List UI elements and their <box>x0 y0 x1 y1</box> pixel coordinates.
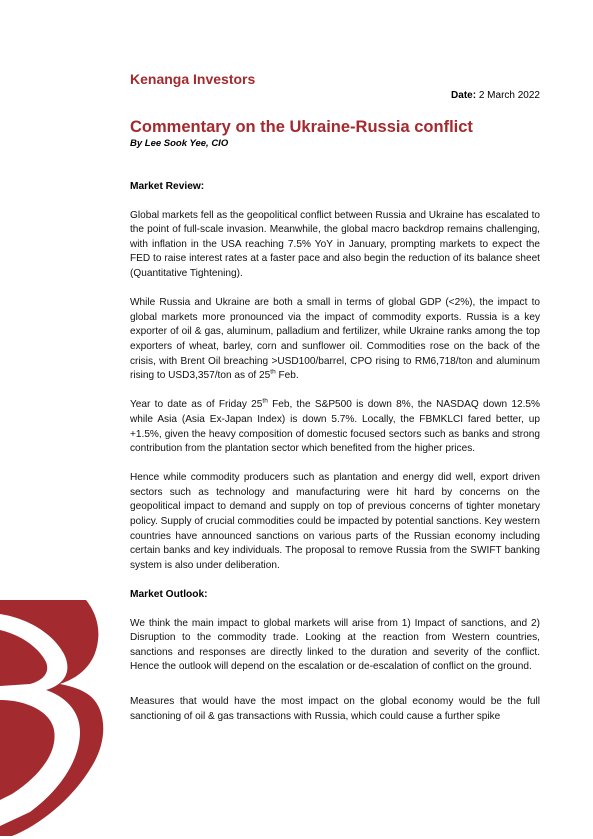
market-review-heading: Market Review: <box>130 181 205 192</box>
kenanga-logo-swoosh-icon <box>0 600 110 839</box>
date-label: Date: <box>451 90 477 101</box>
document-body <box>130 180 540 739</box>
market-review-paragraph-4: Hence while commodity producers such as plantation and energy did well, export driven sectors such as technology and manufacturing were hit hard by concerns on the geopolitical impact to demand and supply on top of previous concerns of tighter monetary policy. Supply of crucial commodities could be impacted by potential sanctions. Key western countries have announced sanctions on various parts of the Russian economy including certain banks and key individuals. The proposal to remove Russia from the SWIFT banking system is also under deliberation. <box>130 472 540 571</box>
market-outlook-heading: Market Outlook: <box>130 589 208 601</box>
brand-name: Kenanga Investors <box>130 71 256 87</box>
market-outlook-paragraph-1: We think the main impact to global markets will arise from 1) Impact of sanctions, and 2) Disruption to the commodity trade. Looking at the reaction from Western countries, sanctions and responses are directly linked to the duration and severity of the conflict. Hence the outlook will depend on the escalation or de-escalation of conflict on the ground. <box>130 617 540 673</box>
author-byline: By Lee Sook Yee, CIO <box>130 138 229 149</box>
market-review-paragraph-3: Year to date as of Friday 25th Feb, the S&P500 is down 8%, the NASDAQ down 12.5% while Asia (Asia Ex-Japan Index) is down 5.7%. Locally, the FBMKLCI fared better, up +1.5%, given the heavy composition of domestic focused sectors such as banks and strong contribution from the plantation sector which benefited from the higher prices. <box>130 397 540 455</box>
document-title: Commentary on the Ukraine-Russia conflict <box>130 118 473 136</box>
market-review-paragraph-2: While Russia and Ukraine are both a small in terms of global GDP (<2%), the impact to global markets more pronounced via the impact of commodity exports. Russia is a key exporter of oil & gas, aluminum, palladium and fertilizer, while Ukraine ranks among the top exporters of wheat, barley, corn and sunflower oil. Commodities rose on the back of the crisis, with Brent Oil breaching >USD100/barrel, CPO rising to RM6,718/ton and aluminum rising to USD3,357/ton as of 25th Feb. <box>130 297 540 382</box>
date-value: 2 March 2022 <box>478 90 540 101</box>
market-outlook-paragraph-2: Measures that would have the most impact on the global economy would be the full sanctioning of oil & gas transactions with Russia, which could cause a further spike <box>130 696 540 722</box>
document-date <box>451 90 540 101</box>
market-review-paragraph-1: Global markets fell as the geopolitical conflict between Russia and Ukraine has escalated to the point of full-scale invasion. Meanwhile, the global macro backdrop remains challenging, with inflation in the USA reaching 7.5% YoY in January, prompting markets to expect the FED to raise interest rates at a faster pace and also begin the reduction of its balance sheet (Quantitative Tightening). <box>130 209 540 279</box>
